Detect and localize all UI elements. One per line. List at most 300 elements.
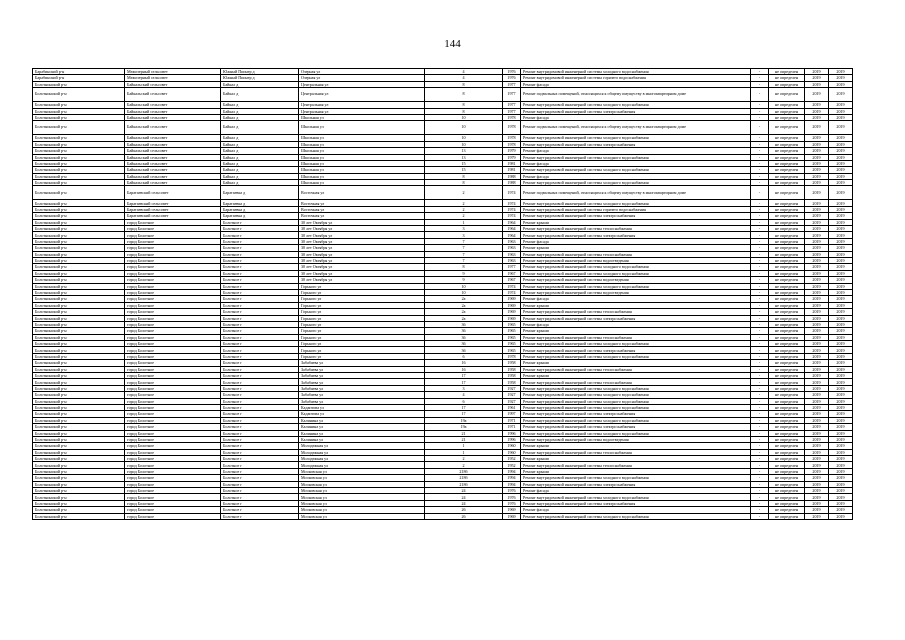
cell-house: 9 xyxy=(425,277,503,283)
cell-year-start: 2019 xyxy=(805,154,829,160)
cell-year-start: 2019 xyxy=(805,315,829,321)
cell-municipality: Байкальский сельсовет xyxy=(125,154,221,160)
cell-year-start: 2019 xyxy=(805,321,829,327)
cell-work-type: Ремонт фасада xyxy=(521,296,751,302)
cell-cost: не определен xyxy=(769,436,805,442)
cell-dash: - xyxy=(751,148,769,154)
cell-district: Болотнинский р-н xyxy=(33,468,125,474)
cell-year: 1969 xyxy=(503,507,521,513)
cell-house: 17 xyxy=(425,373,503,379)
cell-settlement: Болотное г xyxy=(221,315,299,321)
cell-work-type: Ремонт внутридомовой инженерной системы электроснабжения xyxy=(521,108,751,114)
cell-street: Горького ул xyxy=(299,321,425,327)
cell-cost: не определен xyxy=(769,102,805,108)
cell-settlement: Болотное г xyxy=(221,289,299,295)
cell-street: 30 лет Октября ул xyxy=(299,270,425,276)
cell-year: 1961 xyxy=(503,404,521,410)
cell-work-type: Ремонт крыши xyxy=(521,219,751,225)
cell-settlement: Байкал д xyxy=(221,108,299,114)
cell-work-type: Ремонт внутридомовой инженерной системы горячего водоснабжения xyxy=(521,206,751,212)
cell-house: 17 xyxy=(425,411,503,417)
cell-house: 36 xyxy=(425,321,503,327)
cell-cost: не определен xyxy=(769,160,805,166)
cell-year-start: 2019 xyxy=(805,430,829,436)
cell-work-type: Ремонт крыши xyxy=(521,245,751,251)
cell-work-type: Ремонт фасада xyxy=(521,238,751,244)
cell-year: 1965 xyxy=(503,347,521,353)
cell-district: Болотнинский р-н xyxy=(33,353,125,359)
page-number: 144 xyxy=(444,38,461,50)
cell-dash: - xyxy=(751,436,769,442)
cell-street: Озерная ул xyxy=(299,69,425,75)
cell-settlement: Болотное г xyxy=(221,385,299,391)
cell-year: 1981 xyxy=(503,160,521,166)
cell-work-type: Ремонт крыши xyxy=(521,443,751,449)
cell-municipality: Баратаевский сельсовет xyxy=(125,186,221,200)
cell-street: Горького ул xyxy=(299,309,425,315)
cell-work-type: Ремонт внутридомовой инженерной системы электроснабжения xyxy=(521,315,751,321)
cell-street: Московская ул xyxy=(299,494,425,500)
cell-year-end: 2019 xyxy=(829,270,853,276)
cell-house: 19а xyxy=(425,417,503,423)
cell-year-start: 2019 xyxy=(805,69,829,75)
cell-settlement: Байкал д xyxy=(221,121,299,135)
cell-street: Школьная ул xyxy=(299,121,425,135)
cell-settlement: Баратаевка д xyxy=(221,206,299,212)
cell-year-start: 2019 xyxy=(805,341,829,347)
cell-work-type: Ремонт подвальных помещений, относящихся к общему имуществу в многоквартирном доме xyxy=(521,186,751,200)
cell-year-start: 2019 xyxy=(805,379,829,385)
cell-settlement: Болотное г xyxy=(221,392,299,398)
cell-year-end: 2019 xyxy=(829,277,853,283)
cell-street: Школьная ул xyxy=(299,135,425,141)
cell-dash: - xyxy=(751,81,769,87)
cell-municipality: город Болотное xyxy=(125,488,221,494)
cell-dash: - xyxy=(751,277,769,283)
cell-cost: не определен xyxy=(769,206,805,212)
cell-year-start: 2019 xyxy=(805,513,829,519)
cell-house: 2 xyxy=(425,200,503,206)
cell-settlement: Болотное г xyxy=(221,219,299,225)
cell-municipality: Байкальский сельсовет xyxy=(125,135,221,141)
cell-house: 9 xyxy=(425,270,503,276)
cell-year-end: 2019 xyxy=(829,334,853,340)
cell-street: 30 лет Октября ул xyxy=(299,219,425,225)
cell-year: 1974 xyxy=(503,206,521,212)
cell-district: Болотнинский р-н xyxy=(33,475,125,481)
cell-district: Болотнинский р-н xyxy=(33,309,125,315)
cell-cost: не определен xyxy=(769,468,805,474)
cell-settlement: Болотное г xyxy=(221,238,299,244)
cell-street: Школьная ул xyxy=(299,141,425,147)
cell-settlement: Болотное г xyxy=(221,475,299,481)
cell-municipality: город Болотное xyxy=(125,302,221,308)
cell-municipality: город Болотное xyxy=(125,494,221,500)
cell-work-type: Ремонт крыши xyxy=(521,360,751,366)
cell-house: 21 xyxy=(425,430,503,436)
cell-district: Болотнинский р-н xyxy=(33,167,125,173)
cell-dash: - xyxy=(751,206,769,212)
cell-year-start: 2019 xyxy=(805,302,829,308)
cell-cost: не определен xyxy=(769,251,805,257)
cell-year-end: 2019 xyxy=(829,108,853,114)
cell-cost: не определен xyxy=(769,341,805,347)
cell-house: 13 xyxy=(425,154,503,160)
cell-cost: не определен xyxy=(769,392,805,398)
cell-year-end: 2019 xyxy=(829,186,853,200)
cell-cost: не определен xyxy=(769,334,805,340)
cell-year-end: 2019 xyxy=(829,481,853,487)
cell-work-type: Ремонт внутридомовой инженерной системы теплоснабжения xyxy=(521,309,751,315)
cell-cost: не определен xyxy=(769,283,805,289)
cell-municipality: город Болотное xyxy=(125,321,221,327)
cell-dash: - xyxy=(751,430,769,436)
cell-house: 36 xyxy=(425,328,503,334)
cell-settlement: Болотное г xyxy=(221,379,299,385)
cell-house: 3 xyxy=(425,385,503,391)
cell-dash: - xyxy=(751,481,769,487)
cell-year-end: 2019 xyxy=(829,500,853,506)
cell-year-start: 2019 xyxy=(805,245,829,251)
cell-district: Болотнинский р-н xyxy=(33,108,125,114)
cell-house: 8 xyxy=(425,180,503,186)
cell-work-type: Ремонт фасада xyxy=(521,160,751,166)
cell-house: 10 xyxy=(425,135,503,141)
cell-district: Болотнинский р-н xyxy=(33,404,125,410)
cell-year: 1964 xyxy=(503,226,521,232)
cell-year: 1958 xyxy=(503,360,521,366)
cell-dash: - xyxy=(751,232,769,238)
cell-cost: не определен xyxy=(769,173,805,179)
cell-house: 8 xyxy=(425,81,503,87)
cell-house: 7 xyxy=(425,238,503,244)
cell-dash: - xyxy=(751,264,769,270)
cell-year: 1997 xyxy=(503,411,521,417)
cell-settlement: Баратаевка д xyxy=(221,213,299,219)
cell-street: Горького ул xyxy=(299,328,425,334)
cell-municipality: город Болотное xyxy=(125,219,221,225)
cell-dash: - xyxy=(751,270,769,276)
cell-municipality: город Болотное xyxy=(125,226,221,232)
cell-year-start: 2019 xyxy=(805,417,829,423)
cell-settlement: Байкал д xyxy=(221,135,299,141)
cell-dash: - xyxy=(751,226,769,232)
cell-municipality: город Болотное xyxy=(125,366,221,372)
cell-municipality: город Болотное xyxy=(125,449,221,455)
cell-dash: - xyxy=(751,500,769,506)
cell-cost: не определен xyxy=(769,75,805,81)
cell-district: Болотнинский р-н xyxy=(33,513,125,519)
cell-street: Забабаева ул xyxy=(299,366,425,372)
cell-street: Забабаева ул xyxy=(299,360,425,366)
cell-street: Горького ул xyxy=(299,353,425,359)
cell-cost: не определен xyxy=(769,289,805,295)
cell-district: Болотнинский р-н xyxy=(33,219,125,225)
cell-work-type: Ремонт внутридомовой инженерной системы водоотведения xyxy=(521,436,751,442)
cell-year: 1958 xyxy=(503,373,521,379)
cell-house: 2 xyxy=(425,206,503,212)
cell-municipality: Байкальский сельсовет xyxy=(125,167,221,173)
cell-district: Болотнинский р-н xyxy=(33,411,125,417)
cell-work-type: Ремонт фасада xyxy=(521,321,751,327)
cell-year-end: 2019 xyxy=(829,289,853,295)
cell-year-start: 2019 xyxy=(805,456,829,462)
cell-house: 10 xyxy=(425,114,503,120)
cell-municipality: город Болотное xyxy=(125,468,221,474)
cell-work-type: Ремонт внутридомовой инженерной системы электроснабжения xyxy=(521,481,751,487)
cell-year: 1969 xyxy=(503,309,521,315)
cell-dash: - xyxy=(751,245,769,251)
cell-cost: не определен xyxy=(769,69,805,75)
cell-house: 8 xyxy=(425,88,503,102)
cell-dash: - xyxy=(751,102,769,108)
cell-house: 6 xyxy=(425,353,503,359)
cell-settlement: Болотное г xyxy=(221,328,299,334)
cell-street: Московская ул xyxy=(299,500,425,506)
cell-street: 30 лет Октября ул xyxy=(299,251,425,257)
cell-year-start: 2019 xyxy=(805,75,829,81)
cell-dash: - xyxy=(751,180,769,186)
cell-year-end: 2019 xyxy=(829,449,853,455)
cell-year: 1981 xyxy=(503,167,521,173)
cell-dash: - xyxy=(751,404,769,410)
cell-year-end: 2019 xyxy=(829,251,853,257)
cell-year: 1960 xyxy=(503,443,521,449)
cell-year-start: 2019 xyxy=(805,257,829,263)
cell-year-start: 2019 xyxy=(805,141,829,147)
cell-settlement: Болотное г xyxy=(221,321,299,327)
cell-work-type: Ремонт внутридомовой инженерной системы теплоснабжения xyxy=(521,251,751,257)
cell-street: Горького ул xyxy=(299,296,425,302)
cell-year: 1964 xyxy=(503,219,521,225)
cell-work-type: Ремонт внутридомовой инженерной системы электроснабжения xyxy=(521,213,751,219)
cell-cost: не определен xyxy=(769,411,805,417)
cell-settlement: Болотное г xyxy=(221,270,299,276)
cell-municipality: город Болотное xyxy=(125,373,221,379)
cell-work-type: Ремонт фасада xyxy=(521,81,751,87)
cell-cost: не определен xyxy=(769,226,805,232)
cell-year: 1969 xyxy=(503,302,521,308)
cell-year-end: 2019 xyxy=(829,443,853,449)
cell-house: 19а xyxy=(425,424,503,430)
cell-municipality: город Болотное xyxy=(125,328,221,334)
cell-cost: не определен xyxy=(769,296,805,302)
cell-district: Болотнинский р-н xyxy=(33,289,125,295)
cell-district: Болотнинский р-н xyxy=(33,334,125,340)
cell-street: 30 лет Октября ул xyxy=(299,245,425,251)
cell-dash: - xyxy=(751,141,769,147)
cell-year-start: 2019 xyxy=(805,385,829,391)
cell-dash: - xyxy=(751,449,769,455)
cell-settlement: Болотное г xyxy=(221,334,299,340)
cell-year-end: 2019 xyxy=(829,213,853,219)
cell-cost: не определен xyxy=(769,475,805,481)
cell-work-type: Ремонт внутридомовой инженерной системы водоотведения xyxy=(521,277,751,283)
cell-year-start: 2019 xyxy=(805,373,829,379)
cell-year-end: 2019 xyxy=(829,494,853,500)
cell-year-end: 2019 xyxy=(829,456,853,462)
cell-street: 30 лет Октября ул xyxy=(299,232,425,238)
cell-dash: - xyxy=(751,302,769,308)
cell-cost: не определен xyxy=(769,373,805,379)
cell-year-start: 2019 xyxy=(805,186,829,200)
cell-year: 1994 xyxy=(503,481,521,487)
cell-year-start: 2019 xyxy=(805,462,829,468)
cell-dash: - xyxy=(751,398,769,404)
cell-street: Школьная ул xyxy=(299,154,425,160)
cell-year-end: 2019 xyxy=(829,102,853,108)
cell-work-type: Ремонт фасада xyxy=(521,173,751,179)
cell-settlement: Болотное г xyxy=(221,449,299,455)
cell-work-type: Ремонт внутридомовой инженерной системы горячего водоснабжения xyxy=(521,75,751,81)
cell-year-end: 2019 xyxy=(829,257,853,263)
cell-year-end: 2019 xyxy=(829,404,853,410)
cell-cost: не определен xyxy=(769,180,805,186)
cell-year-end: 2019 xyxy=(829,302,853,308)
cell-dash: - xyxy=(751,353,769,359)
cell-year-start: 2019 xyxy=(805,411,829,417)
cell-work-type: Ремонт внутридомовой инженерной системы водоотведения xyxy=(521,257,751,263)
cell-dash: - xyxy=(751,456,769,462)
cell-cost: не определен xyxy=(769,513,805,519)
cell-year-end: 2019 xyxy=(829,154,853,160)
cell-settlement: Болотное г xyxy=(221,309,299,315)
cell-district: Болотнинский р-н xyxy=(33,160,125,166)
cell-settlement: Болотное г xyxy=(221,251,299,257)
cell-house: 15 xyxy=(425,167,503,173)
cell-year: 1958 xyxy=(503,379,521,385)
cell-year-start: 2019 xyxy=(805,443,829,449)
cell-dash: - xyxy=(751,321,769,327)
cell-year: 1979 xyxy=(503,148,521,154)
cell-house: 16 xyxy=(425,366,503,372)
cell-year-end: 2019 xyxy=(829,75,853,81)
cell-dash: - xyxy=(751,296,769,302)
cell-year-start: 2019 xyxy=(805,309,829,315)
cell-house: 4 xyxy=(425,392,503,398)
cell-district: Болотнинский р-н xyxy=(33,507,125,513)
cell-district: Болотнинский р-н xyxy=(33,360,125,366)
cell-year: 1965 xyxy=(503,328,521,334)
cell-year-end: 2019 xyxy=(829,264,853,270)
cell-house: 16 xyxy=(425,360,503,366)
cell-work-type: Ремонт внутридомовой инженерной системы электроснабжения xyxy=(521,347,751,353)
cell-year: 1996 xyxy=(503,430,521,436)
cell-dash: - xyxy=(751,373,769,379)
cell-year: 1976 xyxy=(503,488,521,494)
cell-street: Школьная ул xyxy=(299,167,425,173)
cell-year-start: 2019 xyxy=(805,296,829,302)
cell-settlement: Болотное г xyxy=(221,456,299,462)
cell-district: Болотнинский р-н xyxy=(33,488,125,494)
cell-municipality: город Болотное xyxy=(125,283,221,289)
cell-municipality: Байкальский сельсовет xyxy=(125,180,221,186)
cell-cost: не определен xyxy=(769,257,805,263)
cell-year-end: 2019 xyxy=(829,488,853,494)
cell-street: Горького ул xyxy=(299,283,425,289)
cell-year: 1974 xyxy=(503,213,521,219)
cell-cost: не определен xyxy=(769,398,805,404)
cell-dash: - xyxy=(751,392,769,398)
cell-year-start: 2019 xyxy=(805,392,829,398)
cell-cost: не определен xyxy=(769,507,805,513)
cell-work-type: Ремонт внутридомовой инженерной системы холодного водоснабжения xyxy=(521,430,751,436)
cell-settlement: Байкал д xyxy=(221,148,299,154)
cell-work-type: Ремонт внутридомовой инженерной системы холодного водоснабжения xyxy=(521,167,751,173)
cell-year-end: 2019 xyxy=(829,238,853,244)
cell-district: Болотнинский р-н xyxy=(33,200,125,206)
cell-district: Болотнинский р-н xyxy=(33,154,125,160)
cell-cost: не определен xyxy=(769,328,805,334)
cell-street: Молодежная ул xyxy=(299,456,425,462)
cell-dash: - xyxy=(751,507,769,513)
cell-year-start: 2019 xyxy=(805,289,829,295)
cell-year-start: 2019 xyxy=(805,226,829,232)
cell-municipality: город Болотное xyxy=(125,456,221,462)
cell-dash: - xyxy=(751,219,769,225)
cell-street: Школьная ул xyxy=(299,180,425,186)
cell-district: Болотнинский р-н xyxy=(33,270,125,276)
cell-dash: - xyxy=(751,309,769,315)
cell-year-start: 2019 xyxy=(805,219,829,225)
cell-municipality: город Болотное xyxy=(125,379,221,385)
cell-year: 1927 xyxy=(503,392,521,398)
cell-cost: не определен xyxy=(769,488,805,494)
cell-district: Болотнинский р-н xyxy=(33,315,125,321)
cell-street: Горького ул xyxy=(299,302,425,308)
cell-dash: - xyxy=(751,108,769,114)
cell-cost: не определен xyxy=(769,404,805,410)
cell-cost: не определен xyxy=(769,366,805,372)
cell-dash: - xyxy=(751,411,769,417)
cell-work-type: Ремонт внутридомовой инженерной системы холодного водоснабжения xyxy=(521,154,751,160)
cell-settlement: Байкал д xyxy=(221,88,299,102)
cell-district: Болотнинский р-н xyxy=(33,481,125,487)
cell-year-end: 2019 xyxy=(829,436,853,442)
cell-municipality: город Болотное xyxy=(125,430,221,436)
cell-dash: - xyxy=(751,200,769,206)
cell-district: Болотнинский р-н xyxy=(33,366,125,372)
cell-house: 8 xyxy=(425,102,503,108)
cell-settlement: Байкал д xyxy=(221,102,299,108)
cell-cost: не определен xyxy=(769,494,805,500)
cell-settlement: Болотное г xyxy=(221,360,299,366)
cell-settlement: Болотное г xyxy=(221,373,299,379)
cell-year-start: 2019 xyxy=(805,81,829,87)
cell-municipality: город Болотное xyxy=(125,232,221,238)
cell-work-type: Ремонт внутридомовой инженерной системы теплоснабжения xyxy=(521,366,751,372)
cell-street: Горького ул xyxy=(299,289,425,295)
cell-year: 1977 xyxy=(503,264,521,270)
cell-cost: не определен xyxy=(769,417,805,423)
cell-year-start: 2019 xyxy=(805,283,829,289)
cell-district: Болотнинский р-н xyxy=(33,148,125,154)
cell-house: 17 xyxy=(425,404,503,410)
cell-cost: не определен xyxy=(769,385,805,391)
cell-municipality: город Болотное xyxy=(125,347,221,353)
cell-dash: - xyxy=(751,114,769,120)
cell-year: 1974 xyxy=(503,186,521,200)
cell-municipality: Баратаевский сельсовет xyxy=(125,200,221,206)
cell-year-start: 2019 xyxy=(805,494,829,500)
cell-cost: не определен xyxy=(769,456,805,462)
cell-year-end: 2019 xyxy=(829,160,853,166)
cell-year: 1996 xyxy=(503,436,521,442)
cell-settlement: Баратаевка д xyxy=(221,186,299,200)
cell-work-type: Ремонт внутридомовой инженерной системы электроснабжения xyxy=(521,232,751,238)
cell-year-end: 2019 xyxy=(829,219,853,225)
cell-year-end: 2019 xyxy=(829,173,853,179)
